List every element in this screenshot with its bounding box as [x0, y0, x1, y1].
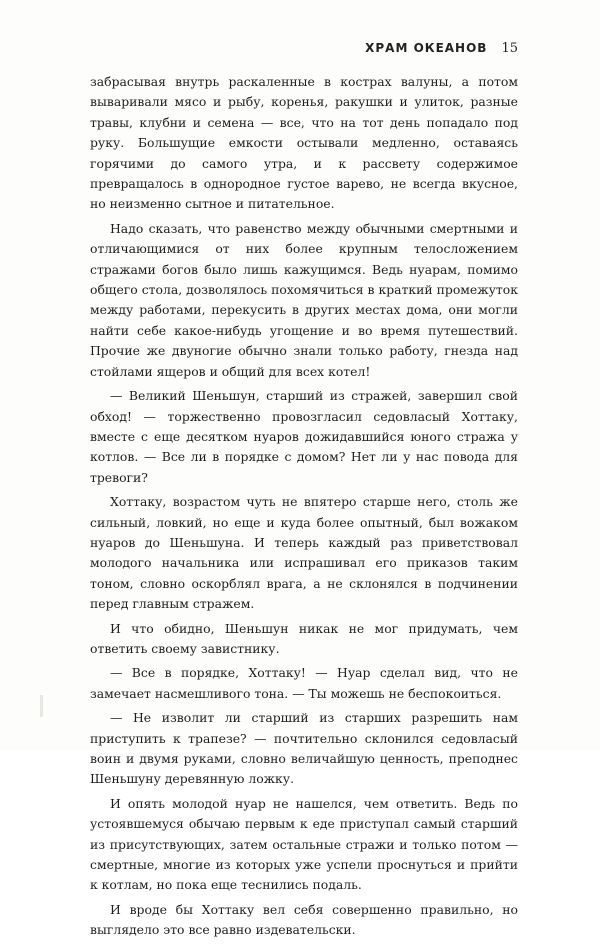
running-header [90, 41, 518, 56]
paragraph: Надо сказать, что равенство между обычными смертными и отличающимися от них более крупным телосложением стражами богов было лишь кажущимся. Ведь нуарам, помимо общего стола, дозволялось похомячиться в краткий промежуток между работами, перекусить в других местах дома, они могли найти себе какое-нибудь угощение и во время путешествий. Прочие же двуногие обычно знали только работу, гнезда над стойлами ящеров и общий для всех котел! [90, 220, 518, 379]
paragraph: забрасывая внутрь раскаленные в кострах валуны, а потом вываривали мясо и рыбу, коренья, ракушки и улиток, разные травы, клубни и семена — все, что на тот день попадало под руку. Большущие емкости остывали медленно, оставаясь горячими до самого утра, и к рассвету содержимое превращалось в однородное густое варево, не всегда вкусное, но неизменно сытное и питательное. [90, 74, 518, 212]
paragraph: И опять молодой нуар не нашелся, чем ответить. Ведь по устоявшемуся обычаю первым к еде приступал самый старший из присутствующих, затем остальные стражи и только потом — смертные, многие из которых уже успели проснуться и прийти к котлам, но пока еще теснились подаль. [90, 795, 518, 893]
running-title: ХРАМ ОКЕАНОВ [365, 41, 488, 55]
paragraph: — Не изволит ли старший из старших разрешить нам приступить к трапезе? — почтительно склонился седовласый воин и двумя руками, словно величайшую ценность, преподнес Шеньшуну деревянную ложку. [90, 710, 518, 787]
page-number: 15 [501, 41, 518, 56]
paragraph: Хоттаку, возрастом чуть не впятеро старше него, столь же сильный, ловкий, но еще и куда более опытный, был вожаком нуаров до Шеньшуна. И теперь каждый раз приветствовал молодого начальника или испрашивал его приказов таким тоном, словно оскорблял врага, а не склонялся в подчинении перед главным стражем. [90, 494, 518, 612]
paragraph: И что обидно, Шеньшун никак не мог придумать, чем ответить своему завистнику. [90, 620, 518, 656]
text-body [90, 72, 518, 945]
paragraph: — Все в порядке, Хоттаку! — Нуар сделал вид, что не замечает насмешливого тона. — Ты можешь не беспокоиться. [90, 665, 518, 701]
paragraph: — Великий Шеньшун, старший из стражей, завершил свой обход! — торжественно провозгласил седовласый Хоттаку, вместе с еще десятком нуаров дожидавшийся юного стража у котлов. — Все ли в порядке с домом? Нет ли у нас повода для тревоги? [90, 388, 518, 485]
paragraph: И вроде бы Хоттаку вел себя совершенно правильно, но выглядело это все равно издевательски. [90, 901, 518, 938]
page-edge-mark [40, 695, 43, 717]
